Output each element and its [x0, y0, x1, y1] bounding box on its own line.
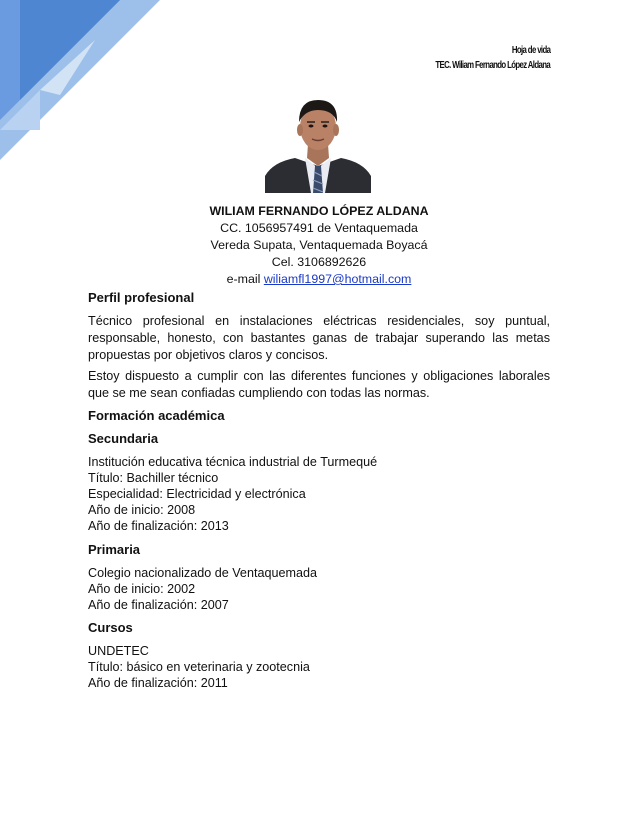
list-item: Colegio nacionalizado de Ventaquemada — [88, 566, 317, 580]
perfil-paragraph-1: Técnico profesional en instalaciones eléctricas residenciales, soy puntual, responsable, honesto, con bastantes ganas de trabajar superando las metas propuestas por objetivos claros y concisos. — [88, 314, 550, 362]
section-formacion-title: Formación académica — [88, 408, 225, 423]
corner-decoration — [0, 0, 160, 160]
email-link[interactable]: wiliamfl1997@hotmail.com — [263, 272, 412, 286]
list-item: UNDETEC — [88, 644, 149, 658]
list-item: Año de finalización: 2013 — [88, 519, 229, 533]
cursos-list — [88, 643, 558, 691]
header-subtitle: TEC. Wiliam Fernando López Aldana — [435, 60, 550, 71]
list-item: Título: básico en veterinaria y zootecnia — [88, 660, 310, 674]
list-item: Año de inicio: 2002 — [88, 582, 196, 596]
list-item: Año de inicio: 2008 — [88, 503, 196, 517]
perfil-paragraph-2: Estoy dispuesto a cumplir con las diferentes funciones y obligaciones laborales que se me sean confiadas cumpliendo con todas las normas. — [88, 369, 550, 400]
profile-photo — [265, 92, 371, 193]
email-label: e-mail — [226, 272, 261, 286]
list-item: Especialidad: Electricidad y electrónica — [88, 487, 306, 501]
header-title: Hoja de vida — [511, 45, 550, 56]
section-perfil-title: Perfil profesional — [88, 290, 195, 305]
primaria-list — [88, 565, 558, 613]
list-item: Año de finalización: 2007 — [88, 598, 229, 612]
primaria-title: Primaria — [88, 542, 141, 557]
candidate-name: WILIAM FERNANDO LÓPEZ ALDANA — [209, 204, 429, 218]
list-item: Título: Bachiller técnico — [88, 471, 219, 485]
secundaria-title: Secundaria — [88, 431, 159, 446]
email-line — [0, 272, 638, 286]
cursos-title: Cursos — [88, 620, 133, 635]
phone: Cel. 3106892626 — [271, 255, 367, 269]
list-item: Institución educativa técnica industrial de Turmequé — [88, 455, 378, 469]
secundaria-list — [88, 454, 558, 534]
list-item: Año de finalización: 2011 — [88, 676, 228, 690]
address: Vereda Supata, Ventaquemada Boyacá — [210, 238, 428, 252]
id-number: CC. 1056957491 de Ventaquemada — [220, 221, 418, 235]
